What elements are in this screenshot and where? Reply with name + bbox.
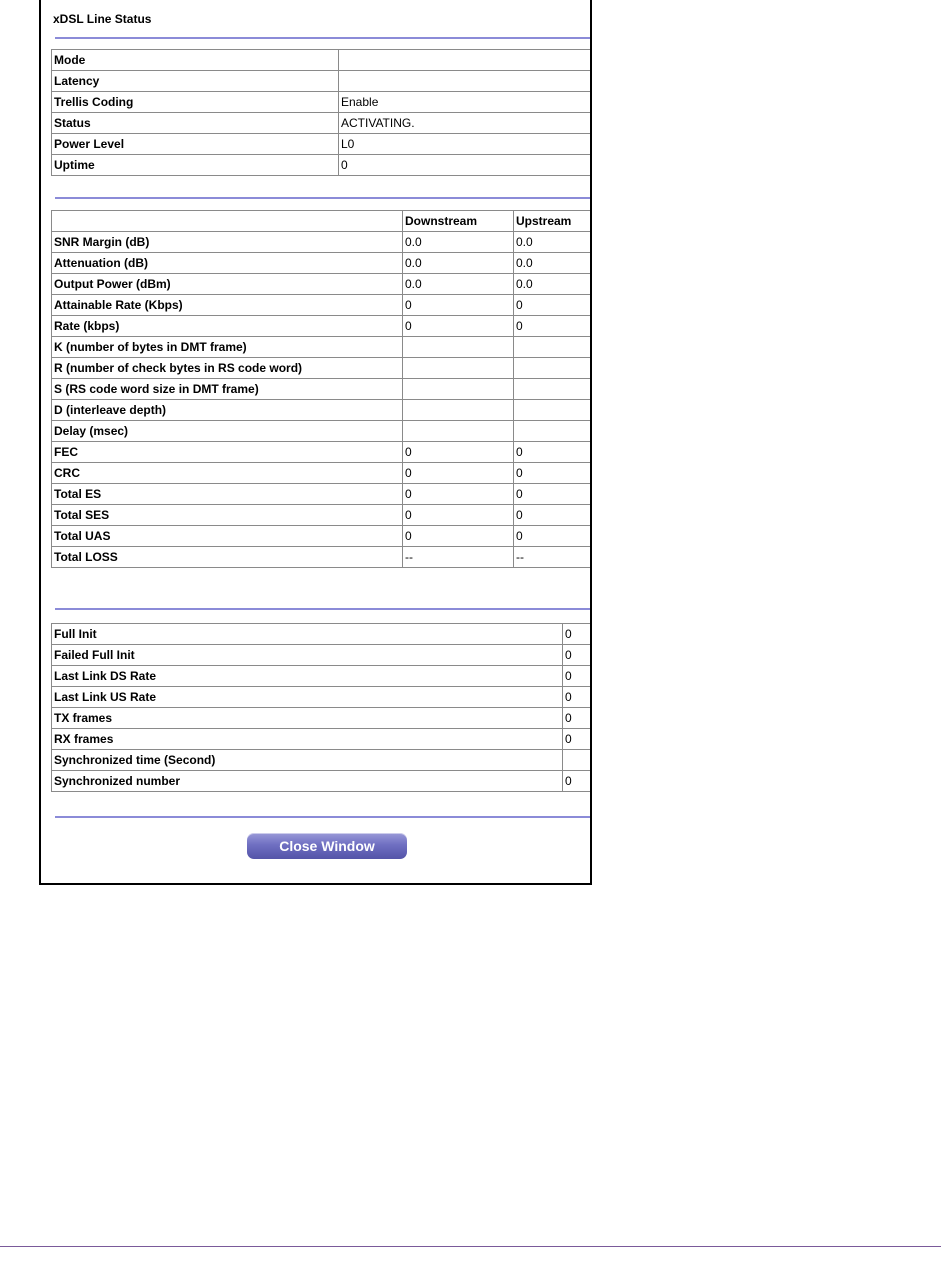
upstream-value: 0.0 xyxy=(514,253,593,274)
row-label: D (interleave depth) xyxy=(52,400,403,421)
table-row xyxy=(52,71,593,92)
table-row xyxy=(52,316,593,337)
separator xyxy=(55,816,592,818)
row-label: Synchronized time (Second) xyxy=(52,750,563,771)
upstream-value: 0 xyxy=(514,526,593,547)
upstream-value xyxy=(514,358,593,379)
downstream-value: 0 xyxy=(403,484,514,505)
downstream-value: 0.0 xyxy=(403,253,514,274)
table-row xyxy=(52,624,593,645)
table-row xyxy=(52,253,593,274)
row-value: 0 xyxy=(339,155,593,176)
row-label: Power Level xyxy=(52,134,339,155)
row-label: Attainable Rate (Kbps) xyxy=(52,295,403,316)
upstream-value: 0 xyxy=(514,463,593,484)
row-label: Total ES xyxy=(52,484,403,505)
table-row xyxy=(52,337,593,358)
row-value: 0 xyxy=(563,645,593,666)
upstream-value: 0 xyxy=(514,295,593,316)
row-label: S (RS code word size in DMT frame) xyxy=(52,379,403,400)
table-row xyxy=(52,379,593,400)
row-label: Rate (kbps) xyxy=(52,316,403,337)
row-label: Full Init xyxy=(52,624,563,645)
row-label: Last Link US Rate xyxy=(52,687,563,708)
table-row xyxy=(52,645,593,666)
downstream-value: 0 xyxy=(403,505,514,526)
table-row xyxy=(52,442,593,463)
upstream-value xyxy=(514,379,593,400)
row-value: 0 xyxy=(563,771,593,792)
downstream-value: 0 xyxy=(403,463,514,484)
column-header xyxy=(52,211,403,232)
row-value: ACTIVATING. xyxy=(339,113,593,134)
downstream-value: 0.0 xyxy=(403,274,514,295)
row-label: FEC xyxy=(52,442,403,463)
row-label: Attenuation (dB) xyxy=(52,253,403,274)
column-header: Downstream xyxy=(403,211,514,232)
row-label: Delay (msec) xyxy=(52,421,403,442)
downstream-value xyxy=(403,337,514,358)
separator xyxy=(55,37,592,39)
upstream-value: 0 xyxy=(514,442,593,463)
row-label: Total SES xyxy=(52,505,403,526)
column-header: Upstream xyxy=(514,211,593,232)
row-value: 0 xyxy=(563,666,593,687)
table-row xyxy=(52,50,593,71)
row-label: K (number of bytes in DMT frame) xyxy=(52,337,403,358)
row-value: Enable xyxy=(339,92,593,113)
row-value: 0 xyxy=(563,708,593,729)
row-label: RX frames xyxy=(52,729,563,750)
upstream-value xyxy=(514,337,593,358)
line-info-table xyxy=(51,49,592,176)
row-label: Last Link DS Rate xyxy=(52,666,563,687)
table-row xyxy=(52,666,593,687)
table-row xyxy=(52,484,593,505)
downstream-value xyxy=(403,421,514,442)
table-row xyxy=(52,134,593,155)
row-label: Failed Full Init xyxy=(52,645,563,666)
row-label: Latency xyxy=(52,71,339,92)
row-label: Uptime xyxy=(52,155,339,176)
row-label: Total LOSS xyxy=(52,547,403,568)
xdsl-status-window xyxy=(39,0,592,885)
downstream-value: -- xyxy=(403,547,514,568)
row-label: CRC xyxy=(52,463,403,484)
row-value xyxy=(339,50,593,71)
table-row xyxy=(52,771,593,792)
downstream-value: 0 xyxy=(403,442,514,463)
row-label: Synchronized number xyxy=(52,771,563,792)
row-value: 0 xyxy=(563,729,593,750)
downstream-value: 0 xyxy=(403,526,514,547)
table-row xyxy=(52,155,593,176)
upstream-value xyxy=(514,400,593,421)
table-row xyxy=(52,750,593,771)
table-row xyxy=(52,92,593,113)
row-label: Trellis Coding xyxy=(52,92,339,113)
table-row xyxy=(52,687,593,708)
downstream-value: 0 xyxy=(403,316,514,337)
upstream-value: 0 xyxy=(514,505,593,526)
table-row xyxy=(52,232,593,253)
row-label: SNR Margin (dB) xyxy=(52,232,403,253)
table-row xyxy=(52,113,593,134)
table-row xyxy=(52,421,593,442)
row-label: Output Power (dBm) xyxy=(52,274,403,295)
table-row xyxy=(52,400,593,421)
downstream-value xyxy=(403,358,514,379)
table-row xyxy=(52,729,593,750)
page-title: xDSL Line Status xyxy=(53,12,152,26)
table-row xyxy=(52,505,593,526)
row-value: 0 xyxy=(563,687,593,708)
link-counters-table xyxy=(51,623,592,792)
table-header-row xyxy=(52,211,593,232)
table-row xyxy=(52,274,593,295)
row-value xyxy=(563,750,593,771)
upstream-value: 0.0 xyxy=(514,232,593,253)
table-row xyxy=(52,463,593,484)
downstream-value: 0 xyxy=(403,295,514,316)
separator xyxy=(55,608,592,610)
upstream-value: -- xyxy=(514,547,593,568)
table-row xyxy=(52,526,593,547)
line-stats-table xyxy=(51,210,592,568)
row-label: R (number of check bytes in RS code word) xyxy=(52,358,403,379)
row-label: Status xyxy=(52,113,339,134)
table-row xyxy=(52,295,593,316)
downstream-value: 0.0 xyxy=(403,232,514,253)
upstream-value: 0 xyxy=(514,484,593,505)
close-window-button[interactable]: Close Window xyxy=(247,833,407,859)
downstream-value xyxy=(403,400,514,421)
row-value xyxy=(339,71,593,92)
row-value: L0 xyxy=(339,134,593,155)
downstream-value xyxy=(403,379,514,400)
table-row xyxy=(52,708,593,729)
row-value: 0 xyxy=(563,624,593,645)
table-row xyxy=(52,547,593,568)
upstream-value: 0 xyxy=(514,316,593,337)
row-label: Total UAS xyxy=(52,526,403,547)
upstream-value: 0.0 xyxy=(514,274,593,295)
separator xyxy=(55,197,592,199)
upstream-value xyxy=(514,421,593,442)
row-label: Mode xyxy=(52,50,339,71)
footer-rule xyxy=(0,1246,941,1247)
table-row xyxy=(52,358,593,379)
row-label: TX frames xyxy=(52,708,563,729)
